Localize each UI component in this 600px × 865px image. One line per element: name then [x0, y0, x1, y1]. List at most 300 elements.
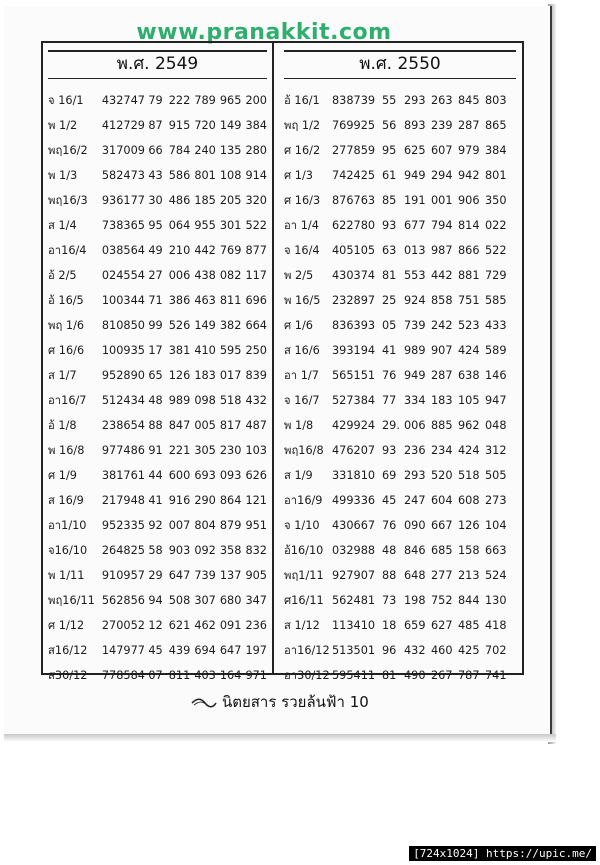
three-digit-cell: 293: [404, 469, 426, 482]
three-digit-cell: 814: [458, 219, 480, 232]
three-digit-cell: 693: [194, 469, 216, 482]
date-cell: ศ16/11: [284, 594, 324, 607]
result-row: [284, 513, 516, 538]
first-prize-cell: 430667: [332, 519, 376, 532]
result-row: [48, 138, 267, 163]
three-digit-cell: 490: [404, 669, 426, 682]
first-prize-cell: 405105: [332, 244, 376, 257]
result-row: [284, 638, 516, 663]
three-digit-cell: 621: [168, 619, 191, 632]
three-digit-cell: 006: [168, 269, 191, 282]
date-cell: พฤ 1/6: [48, 319, 85, 332]
first-prize-cell: 277859: [332, 144, 376, 157]
first-prize-cell: 738365: [101, 219, 145, 232]
first-prize-cell: 838739: [332, 94, 376, 107]
result-row: [48, 338, 267, 363]
three-digit-cell: 293: [404, 94, 426, 107]
three-digit-cell: 600: [168, 469, 191, 482]
three-digit-cell: 312: [485, 444, 507, 457]
three-digit-cell: 866: [458, 244, 480, 257]
two-digit-cell: 25: [382, 294, 397, 307]
first-prize-cell: 264825: [101, 544, 145, 557]
three-digit-cell: 236: [245, 619, 267, 632]
two-digit-cell: 88: [382, 569, 397, 582]
date-cell: อา16/12: [284, 644, 330, 657]
result-row: [48, 188, 267, 213]
three-digit-cell: 442: [431, 269, 453, 282]
three-digit-cell: 432: [404, 644, 426, 657]
first-prize-cell: 582473: [101, 169, 145, 182]
three-digit-cell: 702: [485, 644, 507, 657]
three-digit-cell: 277: [431, 569, 453, 582]
first-prize-cell: 977486: [101, 444, 145, 457]
two-digit-cell: 66: [148, 144, 163, 157]
three-digit-cell: 048: [485, 419, 507, 432]
three-digit-cell: 108: [219, 169, 242, 182]
results-list: [48, 88, 267, 688]
three-digit-cell: 433: [485, 319, 507, 332]
first-prize-cell: 100935: [101, 344, 145, 357]
first-prize-cell: 952335: [101, 519, 145, 532]
two-digit-cell: 65: [148, 369, 163, 382]
three-digit-cell: 381: [168, 344, 191, 357]
result-row: [48, 663, 267, 688]
watermark: www.pranakkit.com: [136, 20, 392, 45]
result-row: [48, 163, 267, 188]
first-prize-cell: 952890: [101, 369, 145, 382]
three-digit-cell: 487: [245, 419, 267, 432]
two-digit-cell: 45: [148, 644, 163, 657]
first-prize-cell: 331810: [332, 469, 376, 482]
three-digit-cell: 463: [194, 294, 216, 307]
result-row: [48, 288, 267, 313]
three-digit-cell: 522: [485, 244, 507, 257]
result-row: [284, 563, 516, 588]
three-digit-cell: 647: [168, 569, 191, 582]
date-cell: อ้ 16/1: [284, 94, 320, 107]
two-digit-cell: 41: [382, 344, 397, 357]
three-digit-cell: 505: [485, 469, 507, 482]
three-digit-cell: 885: [431, 419, 453, 432]
three-digit-cell: 607: [431, 144, 453, 157]
date-cell: พ 16/8: [48, 444, 85, 457]
first-prize-cell: 393194: [332, 344, 376, 357]
three-digit-cell: 955: [194, 219, 216, 232]
three-digit-cell: 432: [245, 394, 267, 407]
three-digit-cell: 663: [485, 544, 507, 557]
three-digit-cell: 677: [404, 219, 426, 232]
result-row: [48, 113, 267, 138]
results-list: [284, 88, 516, 688]
result-row: [284, 213, 516, 238]
three-digit-cell: 520: [431, 469, 453, 482]
two-digit-cell: 44: [148, 469, 163, 482]
three-digit-cell: 949: [404, 369, 426, 382]
three-digit-cell: 586: [168, 169, 191, 182]
date-cell: ศ 16/6: [48, 344, 85, 357]
three-digit-cell: 384: [245, 119, 267, 132]
three-digit-cell: 979: [458, 144, 480, 157]
two-digit-cell: 12: [148, 619, 163, 632]
two-digit-cell: 73: [382, 594, 397, 607]
first-prize-cell: 024554: [101, 269, 145, 282]
three-digit-cell: 951: [245, 519, 267, 532]
three-digit-cell: 105: [458, 394, 480, 407]
three-digit-cell: 183: [431, 394, 453, 407]
three-digit-cell: 949: [404, 169, 426, 182]
date-cell: พฤ1/11: [284, 569, 324, 582]
date-cell: อา 1/7: [284, 369, 319, 382]
three-digit-cell: 589: [485, 344, 507, 357]
left-ornament-icon: [191, 698, 217, 708]
date-cell: อ้ 2/5: [48, 269, 77, 282]
three-digit-cell: 801: [485, 169, 507, 182]
first-prize-cell: 476207: [332, 444, 376, 457]
result-row: [284, 613, 516, 638]
three-digit-cell: 273: [485, 494, 507, 507]
three-digit-cell: 638: [458, 369, 480, 382]
first-prize-cell: 622780: [332, 219, 376, 232]
three-digit-cell: 082: [219, 269, 242, 282]
three-digit-cell: 947: [485, 394, 507, 407]
three-digit-cell: 839: [245, 369, 267, 382]
three-digit-cell: 903: [168, 544, 191, 557]
page-footer: [4, 690, 556, 714]
first-prize-cell: 910957: [101, 569, 145, 582]
date-cell: ส 1/9: [284, 469, 313, 482]
three-digit-cell: 005: [194, 419, 216, 432]
three-digit-cell: 971: [245, 669, 267, 682]
three-digit-cell: 091: [219, 619, 242, 632]
footer-title: นิตยสาร รวยล้นฟ้า 10: [221, 693, 369, 711]
three-digit-cell: 410: [194, 344, 216, 357]
first-prize-cell: 113410: [332, 619, 376, 632]
three-digit-cell: 210: [168, 244, 191, 257]
three-digit-cell: 183: [194, 369, 216, 382]
three-digit-cell: 626: [245, 469, 267, 482]
two-digit-cell: 69: [382, 469, 397, 482]
two-digit-cell: 95: [382, 144, 397, 157]
three-digit-cell: 524: [485, 569, 507, 582]
three-digit-cell: 801: [194, 169, 216, 182]
result-row: [284, 588, 516, 613]
date-cell: จ 16/4: [284, 244, 320, 257]
two-digit-cell: 88: [148, 419, 163, 432]
three-digit-cell: 240: [194, 144, 216, 157]
three-digit-cell: 879: [219, 519, 242, 532]
result-row: [48, 263, 267, 288]
three-digit-cell: 121: [245, 494, 267, 507]
date-cell: อา1/10: [48, 519, 87, 532]
three-digit-cell: 664: [245, 319, 267, 332]
two-digit-cell: 27: [148, 269, 163, 282]
three-digit-cell: 914: [245, 169, 267, 182]
first-prize-cell: 836393: [332, 319, 376, 332]
three-digit-cell: 013: [404, 244, 426, 257]
first-prize-cell: 430374: [332, 269, 376, 282]
date-cell: จ 16/7: [284, 394, 320, 407]
first-prize-cell: 429924: [332, 419, 376, 432]
three-digit-cell: 858: [431, 294, 453, 307]
three-digit-cell: 942: [458, 169, 480, 182]
three-digit-cell: 720: [194, 119, 216, 132]
date-cell: ส 1/7: [48, 369, 77, 382]
date-cell: ส16/12: [48, 644, 88, 657]
result-row: [284, 663, 516, 688]
result-row: [284, 263, 516, 288]
three-digit-cell: 149: [219, 119, 242, 132]
three-digit-cell: 007: [168, 519, 191, 532]
three-digit-cell: 222: [168, 94, 191, 107]
first-prize-cell: 565151: [332, 369, 376, 382]
date-cell: ส 16/9: [48, 494, 84, 507]
three-digit-cell: 439: [168, 644, 191, 657]
two-digit-cell: 85: [382, 194, 397, 207]
result-row: [48, 588, 267, 613]
first-prize-cell: 412729: [101, 119, 145, 132]
three-digit-cell: 001: [431, 194, 453, 207]
three-digit-cell: 905: [245, 569, 267, 582]
date-cell: ศ 1/12: [48, 619, 85, 632]
three-digit-cell: 290: [194, 494, 216, 507]
three-digit-cell: 893: [404, 119, 426, 132]
three-digit-cell: 680: [219, 594, 242, 607]
three-digit-cell: 518: [219, 394, 242, 407]
first-prize-cell: 232897: [332, 294, 376, 307]
three-digit-cell: 242: [431, 319, 453, 332]
three-digit-cell: 090: [404, 519, 426, 532]
first-prize-cell: 100344: [101, 294, 145, 307]
date-cell: อ้16/10: [284, 544, 324, 557]
three-digit-cell: 022: [485, 219, 507, 232]
three-digit-cell: 526: [168, 319, 191, 332]
three-digit-cell: 103: [245, 444, 267, 457]
result-row: [284, 388, 516, 413]
result-row: [284, 138, 516, 163]
three-digit-cell: 191: [404, 194, 426, 207]
date-cell: ศ 16/2: [284, 144, 321, 157]
date-cell: อ้ 1/8: [48, 419, 77, 432]
three-digit-cell: 696: [245, 294, 267, 307]
result-row: [284, 363, 516, 388]
three-digit-cell: 247: [404, 494, 426, 507]
three-digit-cell: 213: [458, 569, 480, 582]
date-cell: พ 1/11: [48, 569, 85, 582]
three-digit-cell: 234: [431, 444, 453, 457]
three-digit-cell: 667: [431, 519, 453, 532]
three-digit-cell: 508: [168, 594, 191, 607]
result-row: [48, 313, 267, 338]
three-digit-cell: 418: [485, 619, 507, 632]
three-digit-cell: 164: [219, 669, 242, 682]
two-digit-cell: 63: [382, 244, 397, 257]
result-row: [284, 413, 516, 438]
three-digit-cell: 522: [245, 219, 267, 232]
three-digit-cell: 200: [245, 94, 267, 107]
two-digit-cell: 93: [382, 219, 397, 232]
result-row: [48, 363, 267, 388]
three-digit-cell: 844: [458, 594, 480, 607]
three-digit-cell: 307: [194, 594, 216, 607]
three-digit-cell: 523: [458, 319, 480, 332]
three-digit-cell: 287: [458, 119, 480, 132]
three-digit-cell: 739: [404, 319, 426, 332]
three-digit-cell: 250: [245, 344, 267, 357]
first-prize-cell: 595411: [332, 669, 376, 682]
two-digit-cell: 58: [148, 544, 163, 557]
three-digit-cell: 865: [485, 119, 507, 132]
two-digit-cell: 55: [382, 94, 397, 107]
date-cell: พฤ16/8: [284, 444, 324, 457]
three-digit-cell: 462: [194, 619, 216, 632]
result-row: [284, 163, 516, 188]
three-digit-cell: 787: [458, 669, 480, 682]
three-digit-cell: 784: [168, 144, 191, 157]
three-digit-cell: 104: [485, 519, 507, 532]
first-prize-cell: 217948: [101, 494, 145, 507]
three-digit-cell: 126: [458, 519, 480, 532]
three-digit-cell: 149: [194, 319, 216, 332]
three-digit-cell: 987: [431, 244, 453, 257]
three-digit-cell: 347: [245, 594, 267, 607]
first-prize-cell: 742425: [332, 169, 376, 182]
two-digit-cell: 71: [148, 294, 163, 307]
two-digit-cell: 99: [148, 319, 163, 332]
three-digit-cell: 117: [245, 269, 267, 282]
result-row: [284, 88, 516, 113]
date-cell: ศ 1/9: [48, 469, 77, 482]
three-digit-cell: 553: [404, 269, 426, 282]
three-digit-cell: 729: [485, 269, 507, 282]
date-cell: ศ 16/3: [284, 194, 321, 207]
three-digit-cell: 197: [245, 644, 267, 657]
first-prize-cell: 381761: [101, 469, 145, 482]
three-digit-cell: 403: [194, 669, 216, 682]
three-digit-cell: 924: [404, 294, 426, 307]
first-prize-cell: 769925: [332, 119, 376, 132]
three-digit-cell: 647: [219, 644, 242, 657]
three-digit-cell: 017: [219, 369, 242, 382]
result-row: [284, 463, 516, 488]
three-digit-cell: 915: [168, 119, 191, 132]
date-cell: อา16/4: [48, 244, 87, 257]
result-row: [284, 538, 516, 563]
result-row: [48, 463, 267, 488]
three-digit-cell: 185: [194, 194, 216, 207]
date-cell: ส 1/4: [48, 219, 77, 232]
date-cell: พฤ16/2: [48, 144, 88, 157]
three-digit-cell: 205: [219, 194, 242, 207]
date-cell: พฤ16/3: [48, 194, 88, 207]
first-prize-cell: 032988: [332, 544, 376, 557]
two-digit-cell: 93: [382, 444, 397, 457]
three-digit-cell: 817: [219, 419, 242, 432]
first-prize-cell: 270052: [101, 619, 145, 632]
three-digit-cell: 221: [168, 444, 191, 457]
three-digit-cell: 625: [404, 144, 426, 157]
first-prize-cell: 513501: [332, 644, 376, 657]
three-digit-cell: 198: [404, 594, 426, 607]
result-row: [48, 513, 267, 538]
result-row: [48, 563, 267, 588]
three-digit-cell: 685: [431, 544, 453, 557]
result-row: [284, 188, 516, 213]
three-digit-cell: 386: [168, 294, 191, 307]
date-cell: พ 1/3: [48, 169, 78, 182]
three-digit-cell: 064: [168, 219, 191, 232]
result-row: [48, 213, 267, 238]
date-cell: อ้ 16/5: [48, 294, 84, 307]
two-digit-cell: 56: [382, 119, 397, 132]
result-row: [48, 613, 267, 638]
three-digit-cell: 811: [168, 669, 191, 682]
three-digit-cell: 263: [431, 94, 453, 107]
three-digit-cell: 847: [168, 419, 191, 432]
two-digit-cell: 95: [148, 219, 163, 232]
first-prize-cell: 238654: [101, 419, 145, 432]
two-digit-cell: 41: [148, 494, 163, 507]
three-digit-cell: 382: [219, 319, 242, 332]
two-digit-cell: 77: [382, 394, 397, 407]
date-cell: อา 1/4: [284, 219, 319, 232]
three-digit-cell: 595: [219, 344, 242, 357]
three-digit-cell: 093: [219, 469, 242, 482]
three-digit-cell: 989: [168, 394, 191, 407]
date-cell: พ 1/2: [48, 119, 78, 132]
two-digit-cell: 91: [148, 444, 163, 457]
three-digit-cell: 320: [245, 194, 267, 207]
three-digit-cell: 294: [431, 169, 453, 182]
scanned-page: [4, 6, 552, 734]
three-digit-cell: 864: [219, 494, 242, 507]
result-row: [284, 288, 516, 313]
three-digit-cell: 442: [194, 244, 216, 257]
first-prize-cell: 527384: [332, 394, 376, 407]
two-digit-cell: 07: [148, 669, 163, 682]
three-digit-cell: 845: [458, 94, 480, 107]
date-cell: จ16/10: [48, 544, 88, 557]
three-digit-cell: 741: [485, 669, 507, 682]
result-row: [284, 238, 516, 263]
date-cell: อา16/7: [48, 394, 87, 407]
three-digit-cell: 146: [485, 369, 507, 382]
three-digit-cell: 438: [194, 269, 216, 282]
result-row: [48, 413, 267, 438]
first-prize-cell: 432747: [101, 94, 145, 107]
result-row: [48, 88, 267, 113]
image-host-stamp: [724x1024] https://upic.me/: [409, 846, 596, 861]
three-digit-cell: 832: [245, 544, 267, 557]
three-digit-cell: 486: [168, 194, 191, 207]
three-digit-cell: 751: [458, 294, 480, 307]
three-digit-cell: 006: [404, 419, 426, 432]
three-digit-cell: 906: [458, 194, 480, 207]
result-row: [48, 388, 267, 413]
three-digit-cell: 287: [431, 369, 453, 382]
date-cell: ส 16/6: [284, 344, 320, 357]
three-digit-cell: 267: [431, 669, 453, 682]
date-cell: พฤ16/11: [48, 594, 95, 607]
three-digit-cell: 236: [404, 444, 426, 457]
first-prize-cell: 927907: [332, 569, 376, 582]
two-digit-cell: 79: [148, 94, 163, 107]
three-digit-cell: 739: [194, 569, 216, 582]
two-digit-cell: 05: [382, 319, 397, 332]
two-digit-cell: 48: [148, 394, 163, 407]
two-digit-cell: 81: [382, 669, 397, 682]
three-digit-cell: 794: [431, 219, 453, 232]
two-digit-cell: 87: [148, 119, 163, 132]
